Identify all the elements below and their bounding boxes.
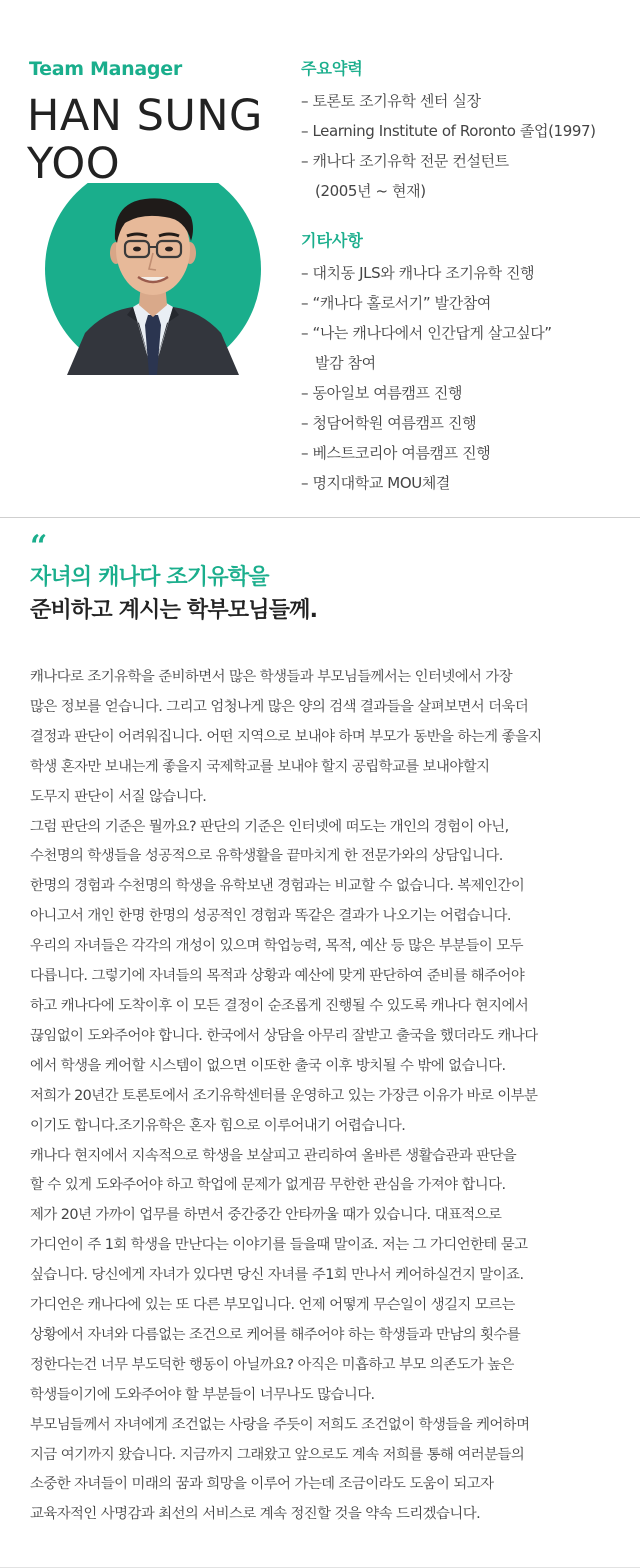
message-line: 그럼 판단의 기준은 뭘까요? 판단의 기준은 인터넷에 떠도는 개인의 경험이 아닌, (30, 818, 509, 835)
message-line: 학생들이기에 도와주어야 할 부분들이 너무나도 많습니다. (30, 1386, 375, 1403)
message-line: 저희가 20년간 토론토에서 조기유학센터를 운영하고 있는 가장큰 이유가 바로 이부분 (30, 1087, 538, 1104)
career-section (301, 56, 631, 206)
message-line: 이기도 합니다.조기유학은 혼자 힘으로 이루어내기 어렵습니다. (30, 1117, 406, 1134)
message-line: 캐나다 현지에서 지속적으로 학생을 보살피고 관리하여 올바른 생활습관과 판단을 (30, 1147, 517, 1164)
message-line: 소중한 자녀들이 미래의 꿈과 희망을 이루어 가는데 조금이라도 도움이 되고자 (30, 1476, 494, 1493)
message-line: 할 수 있게 도와주어야 하고 학업에 문제가 없게끔 무한한 관심을 가져야 합니다. (30, 1177, 506, 1194)
others-section (301, 228, 631, 498)
message-line: 우리의 자녀들은 각각의 개성이 있으며 학업능력, 목적, 예산 등 많은 부분들이 모두 (30, 938, 523, 955)
message-heading-line2: 준비하고 계시는 학부모님들께. (30, 598, 318, 623)
others-item: – “나는 캐나다에서 인간답게 살고싶다” (301, 324, 552, 342)
message-line: 캐나다로 조기유학을 준비하면서 많은 학생들과 부모님들께서는 인터넷에서 가장 (30, 669, 513, 685)
others-item: – “캐나다 홀로서기” 발간참여 (301, 294, 491, 312)
others-item: – 동아일보 여름캠프 진행 (301, 384, 463, 402)
message-line: 상황에서 자녀와 다름없는 조건으로 케어를 해주어야 하는 학생들과 만남의 횟수를 (30, 1326, 521, 1343)
profile-name-line1: HAN SUNG (27, 91, 263, 141)
career-list (301, 86, 631, 206)
message-line: 다릅니다. 그렇기에 자녀들의 목적과 상황과 예산에 맞게 판단하여 준비를 해주어야 (30, 968, 525, 985)
others-item: – 명지대학교 MOU체결 (301, 474, 450, 492)
message-heading-line1: 자녀의 캐나다 조기유학을 (30, 565, 269, 590)
message-line: 가디언이 주 1회 학생을 만난다는 이야기를 들을때 말이죠. 저는 그 가디언한테 묻고 (30, 1237, 528, 1254)
profile-name-line2: YOO (27, 139, 121, 189)
message-line: 교육자적인 사명감과 최선의 서비스로 계속 정진할 것을 약속 드리겠습니다. (30, 1506, 481, 1523)
section-divider (0, 517, 640, 518)
career-item-continued: (2005년 ~ 현재) (315, 182, 426, 200)
message-line: 끊임없이 도와주어야 합니다. 한국에서 상담을 아무리 잘받고 출국을 했더라도 캐나다 (30, 1027, 538, 1044)
message-line: 가디언은 캐나다에 있는 또 다른 부모입니다. 언제 어떻게 무슨일이 생길지 모르는 (30, 1297, 515, 1314)
others-item: – 베스트코리아 여름캠프 진행 (301, 444, 491, 462)
others-item-continued: 발감 참여 (315, 354, 376, 372)
profile-photo (45, 183, 261, 375)
message-line: 제가 20년 가까이 업무를 하면서 중간중간 안타까울 때가 있습니다. 대표적으로 (30, 1207, 502, 1224)
message-line: 많은 정보를 얻습니다. 그리고 엄청나게 많은 양의 검색 결과들을 살펴보면서 더욱더 (30, 698, 529, 715)
others-item: – 대치동 JLS와 캐나다 조기유학 진행 (301, 264, 535, 282)
others-list (301, 258, 631, 498)
message-line: 부모님들께서 자녀에게 조건없는 사랑을 주듯이 저희도 조건없이 학생들을 케어하며 (30, 1416, 530, 1433)
message-line: 정한다는건 너무 부도덕한 행동이 아닐까요? 아직은 미흡하고 부모 의존도가 높은 (30, 1356, 514, 1373)
profile-details (301, 56, 631, 498)
message-line: 학생 혼자만 보내는게 좋을지 국제학교를 보내야 할지 공립학교를 보내야할지 (30, 758, 490, 775)
message-line: 지금 여기까지 왔습니다. 지금까지 그래왔고 앞으로도 계속 저희를 통해 여러분들의 (30, 1446, 525, 1463)
message-line: 도무지 판단이 서질 않습니다. (30, 788, 207, 805)
career-title: 주요약력 (301, 59, 363, 78)
message-body (30, 663, 620, 1530)
quote-mark-icon: “ (30, 529, 48, 564)
message-line: 수천명의 학생들을 성공적으로 유학생활을 끝마치게 한 전문가와의 상담입니다. (30, 848, 503, 865)
message-line: 아니고서 개인 한명 한명의 성공적인 경험과 똑같은 결과가 나오기는 어렵습니다. (30, 908, 511, 925)
others-item: – 청담어학원 여름캠프 진행 (301, 414, 477, 432)
profile-section (0, 0, 640, 517)
message-line: 하고 캐나다에 도착이후 이 모든 결정이 순조롭게 진행될 수 있도록 캐나다 현지에서 (30, 997, 529, 1014)
message-line: 한명의 경험과 수천명의 학생을 유학보낸 경험과는 비교할 수 없습니다. 복제인간이 (30, 878, 525, 895)
message-line: 에서 학생을 케어할 시스템이 없으면 이또한 출국 이후 방치될 수 밖에 없습니다. (30, 1057, 506, 1074)
profile-role: Team Manager (29, 58, 182, 80)
career-item: – 토론토 조기유학 센터 실장 (301, 92, 481, 110)
profile-name (27, 92, 263, 188)
career-item: – Learning Institute of Roronto 졸업(1997) (301, 122, 596, 140)
others-title: 기타사항 (301, 231, 363, 250)
message-line: 결정과 판단이 어려워집니다. 어떤 지역으로 보내야 하며 부모가 동반을 하는게 좋을지 (30, 728, 542, 745)
message-line: 싶습니다. 당신에게 자녀가 있다면 당신 자녀를 주1회 만나서 케어하실건지 말이죠. (30, 1267, 524, 1284)
career-item: – 캐나다 조기유학 전문 컨설턴트 (301, 152, 509, 170)
